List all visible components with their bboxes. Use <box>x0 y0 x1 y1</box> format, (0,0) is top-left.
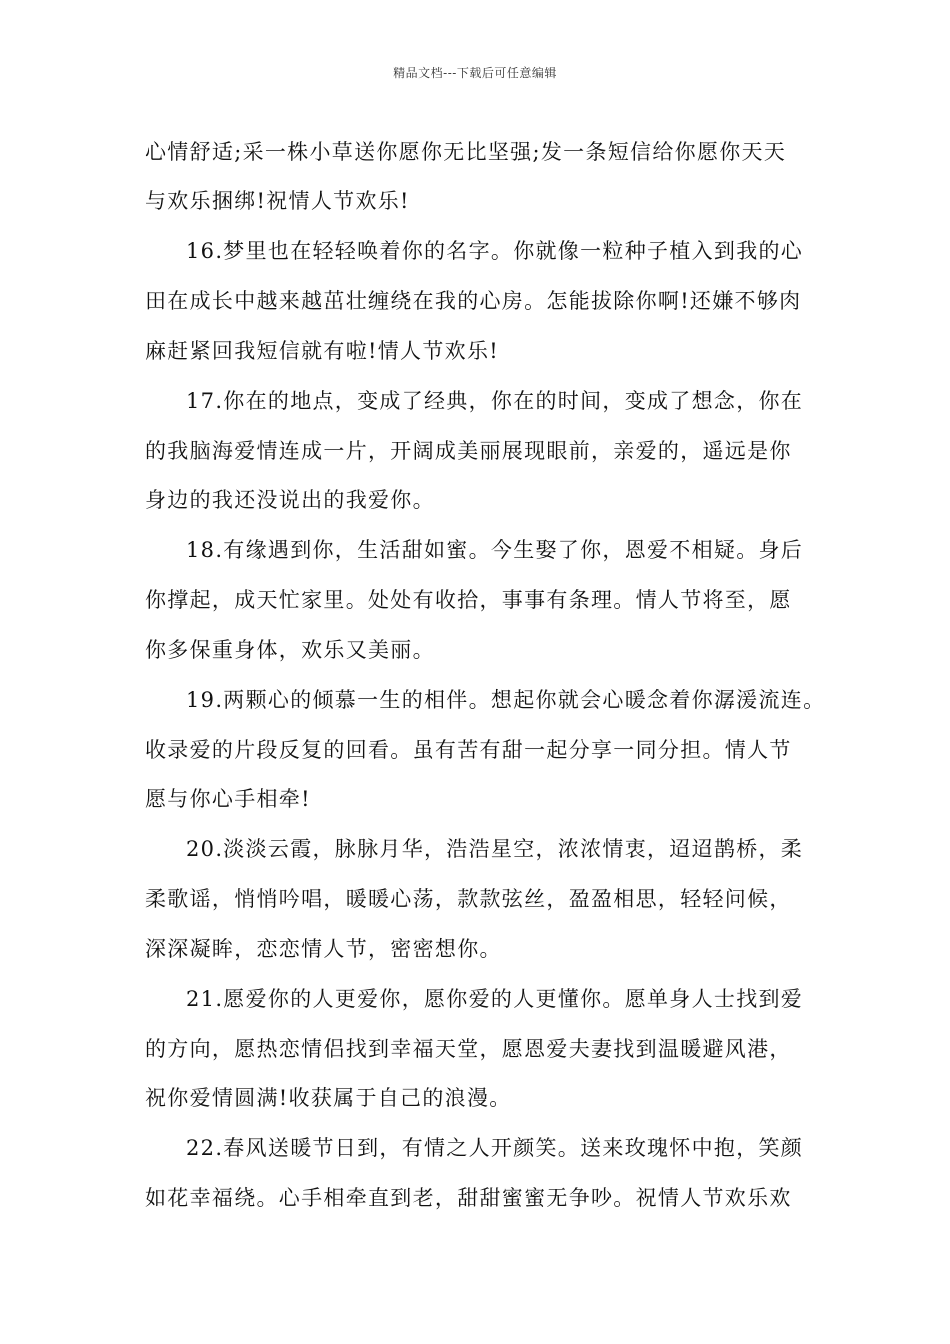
text-line: 与欢乐捆绑!祝情人节欢乐! <box>145 189 410 213</box>
text-line: 如花幸福绕。心手相牵直到老，甜甜蜜蜜无争吵。祝情人节欢乐欢 <box>145 1186 792 1210</box>
text-line: 祝你爱情圆满!收获属于自己的浪漫。 <box>145 1086 512 1110</box>
text-line: 深深凝眸，恋恋情人节，密密想你。 <box>145 937 502 961</box>
paragraph-19-line: 19.两颗心的倾慕一生的相伴。想起你就会心暖念着你潺湲流连。 <box>186 688 826 712</box>
text-line: 你多保重身体，欢乐又美丽。 <box>145 638 435 662</box>
paragraph-17-line: 17.你在的地点，变成了经典，你在的时间，变成了想念，你在 <box>186 389 804 413</box>
text-line: 身边的我还没说出的我爱你。 <box>145 488 435 512</box>
text-line: 柔歌谣，悄悄吟唱，暖暖心荡，款款弦丝，盈盈相思，轻轻问候， <box>145 887 792 911</box>
paragraph-21-line: 21.愿爱你的人更爱你，愿你爱的人更懂你。愿单身人士找到爱 <box>186 987 804 1011</box>
text-line: 田在成长中越来越茁壮缠绕在我的心房。怎能拔除你啊!还嫌不够肉 <box>145 289 802 313</box>
paragraph-20-line: 20.淡淡云霞，脉脉月华，浩浩星空，浓浓情衷，迢迢鹊桥，柔 <box>186 837 804 861</box>
text-line: 你撑起，成天忙家里。处处有收拾，事事有条理。情人节将至，愿 <box>145 588 792 612</box>
text-line: 的方向，愿热恋情侣找到幸福天堂，愿恩爱夫妻找到温暖避风港， <box>145 1037 792 1061</box>
text-line: 心情舒适;采一株小草送你愿你无比坚强;发一条短信给你愿你天天 <box>145 140 787 164</box>
text-line: 麻赶紧回我短信就有啦!情人节欢乐! <box>145 339 499 363</box>
page-header: 精品文档---下载后可任意编辑 <box>393 66 557 80</box>
text-line: 愿与你心手相牵! <box>145 787 311 811</box>
text-line: 收录爱的片段反复的回看。虽有苦有甜一起分享一同分担。情人节 <box>145 738 792 762</box>
paragraph-16-line: 16.梦里也在轻轻唤着你的名字。你就像一粒种子植入到我的心 <box>186 239 804 263</box>
paragraph-22-line: 22.春风送暖节日到，有情之人开颜笑。送来玫瑰怀中抱，笑颜 <box>186 1136 804 1160</box>
text-line: 的我脑海爱情连成一片，开阔成美丽展现眼前，亲爱的，遥远是你 <box>145 439 792 463</box>
paragraph-18-line: 18.有缘遇到你，生活甜如蜜。今生娶了你，恩爱不相疑。身后 <box>186 538 804 562</box>
